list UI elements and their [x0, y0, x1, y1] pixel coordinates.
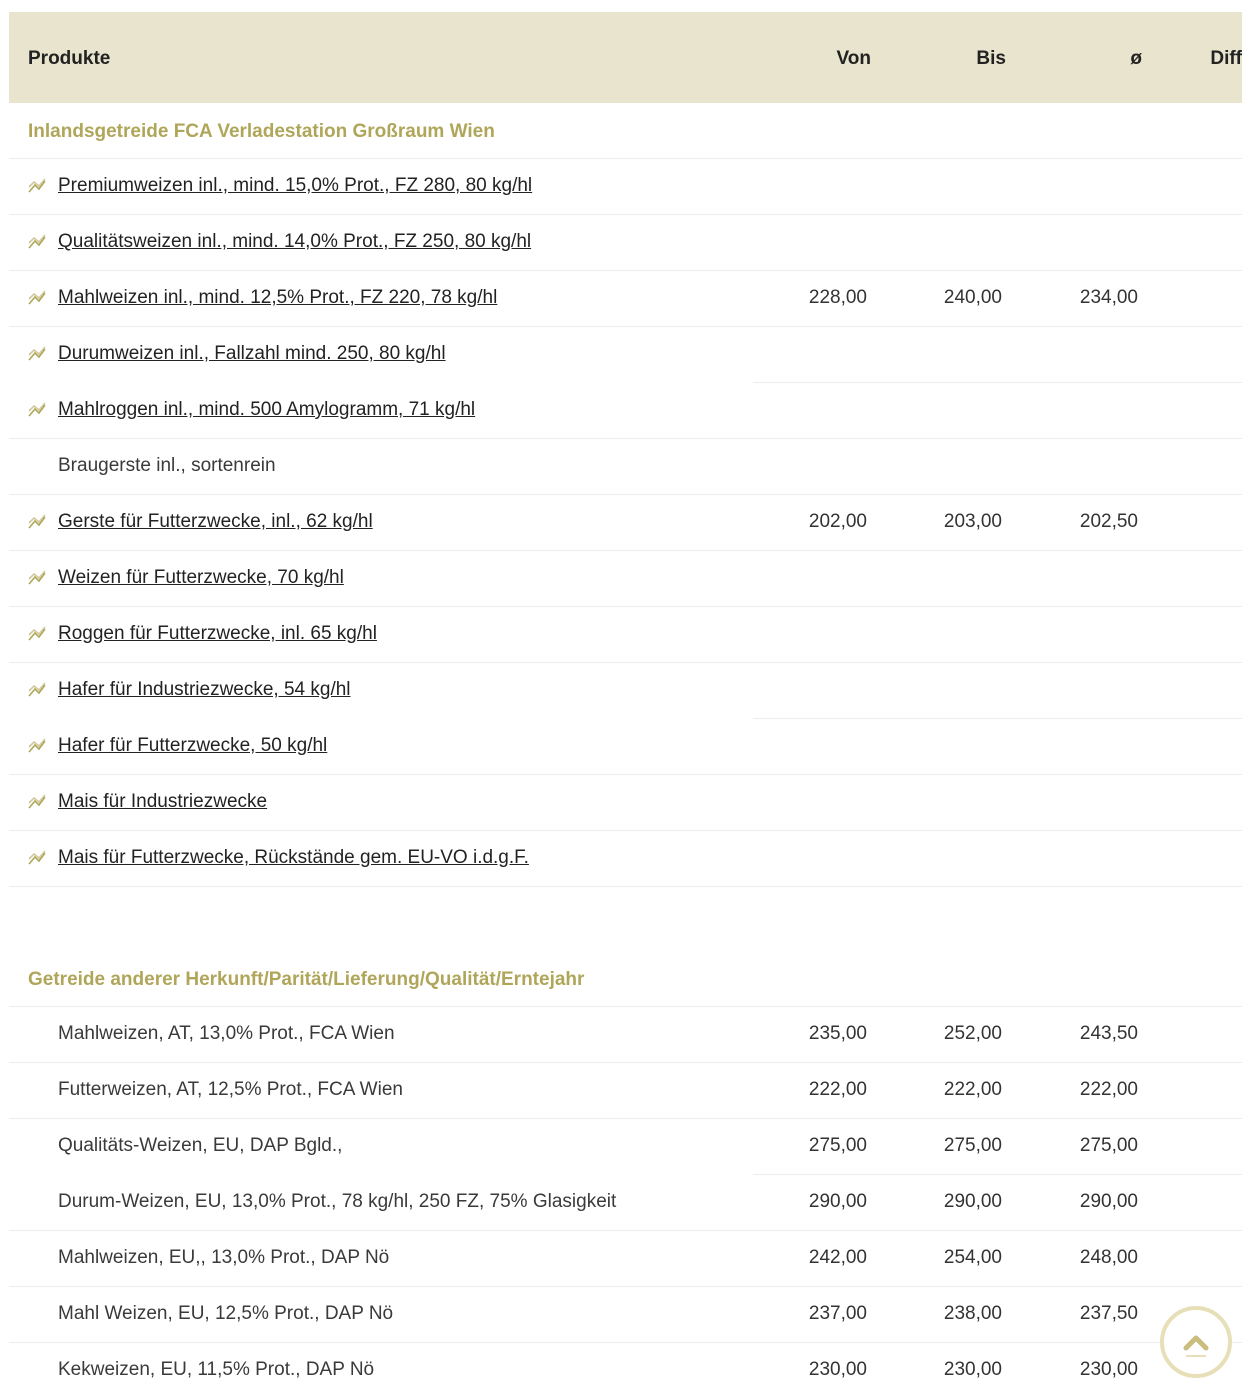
bis-value: 240,00 — [943, 287, 1002, 308]
chart-trend-icon[interactable] — [27, 568, 47, 588]
table-row — [9, 1287, 1242, 1343]
table-row — [9, 1343, 1242, 1399]
product-link[interactable]: Qualitätsweizen inl., mind. 14,0% Prot., FZ 250, 80 kg/hl — [58, 231, 532, 252]
chart-trend-icon[interactable] — [27, 512, 47, 532]
average-value: 248,00 — [1079, 1247, 1138, 1268]
product-link[interactable]: Gerste für Futterzwecke, inl., 62 kg/hl — [58, 511, 373, 532]
product-link[interactable]: Hafer für Industriezwecke, 54 kg/hl — [58, 679, 351, 700]
product-link[interactable]: Roggen für Futterzwecke, inl. 65 kg/hl — [58, 623, 377, 644]
chart-trend-icon[interactable] — [27, 344, 47, 364]
chevron-up-icon — [1164, 1310, 1228, 1374]
table-row — [9, 1007, 1242, 1063]
product-name — [58, 623, 377, 645]
product-name — [58, 679, 351, 701]
table-row — [9, 215, 1242, 271]
product-link[interactable]: Premiumweizen inl., mind. 15,0% Prot., FZ 280, 80 kg/hl — [58, 175, 533, 196]
table-row — [9, 439, 1242, 495]
product-link[interactable]: Mais für Futterzwecke, Rückstände gem. EU-VO i.d.g.F. — [58, 847, 529, 868]
section-title: Getreide anderer Herkunft/Parität/Lieferung/Qualität/Erntejahr — [28, 969, 585, 990]
von-value: 235,00 — [808, 1023, 867, 1044]
section-title: Inlandsgetreide FCA Verladestation Großraum Wien — [28, 121, 495, 142]
chart-trend-icon[interactable] — [27, 288, 47, 308]
table-row — [9, 1175, 1242, 1231]
product-name: Mahl Weizen, EU, 12,5% Prot., DAP Nö — [58, 1303, 394, 1324]
average-value: 275,00 — [1079, 1135, 1138, 1156]
bis-value: 222,00 — [943, 1079, 1002, 1100]
product-name: Braugerste inl., sortenrein — [58, 455, 276, 476]
product-name — [58, 567, 344, 589]
table-row — [9, 775, 1242, 831]
table-row — [9, 831, 1242, 887]
section-header — [9, 951, 1242, 1007]
bis-value: 254,00 — [943, 1247, 1002, 1268]
product-name: Durum-Weizen, EU, 13,0% Prot., 78 kg/hl, 250 FZ, 75% Glasigkeit — [58, 1191, 617, 1212]
table-row — [9, 327, 1242, 383]
von-value: 230,00 — [808, 1359, 867, 1380]
product-name — [58, 231, 531, 253]
average-value: 243,50 — [1079, 1023, 1138, 1044]
bis-value: 203,00 — [943, 511, 1002, 532]
product-name — [58, 399, 475, 421]
von-value: 242,00 — [808, 1247, 867, 1268]
average-value: 222,00 — [1079, 1079, 1138, 1100]
product-name — [58, 791, 267, 813]
table-row — [9, 495, 1242, 551]
average-value: 237,50 — [1079, 1303, 1138, 1324]
column-header-produkte[interactable]: Produkte — [28, 48, 111, 69]
bis-value: 252,00 — [943, 1023, 1002, 1044]
bis-value: 230,00 — [943, 1359, 1002, 1380]
product-link[interactable]: Mahlroggen inl., mind. 500 Amylogramm, 71 kg/hl — [58, 399, 476, 420]
product-name — [58, 847, 529, 869]
table-row — [9, 607, 1242, 663]
chart-trend-icon[interactable] — [27, 624, 47, 644]
chart-trend-icon[interactable] — [27, 736, 47, 756]
column-header-bis[interactable]: Bis — [976, 48, 1006, 69]
column-header-von[interactable]: Von — [836, 48, 871, 69]
bis-value: 275,00 — [943, 1135, 1002, 1156]
table-row — [9, 1119, 1242, 1175]
product-name: Kekweizen, EU, 11,5% Prot., DAP Nö — [58, 1359, 375, 1380]
chart-trend-icon[interactable] — [27, 680, 47, 700]
product-link[interactable]: Mais für Industriezwecke — [58, 791, 268, 812]
product-name — [58, 287, 497, 309]
average-value: 202,50 — [1079, 511, 1138, 532]
chart-trend-icon[interactable] — [27, 400, 47, 420]
table-row — [9, 719, 1242, 775]
product-link[interactable]: Mahlweizen inl., mind. 12,5% Prot., FZ 220, 78 kg/hl — [58, 287, 498, 308]
bis-value: 290,00 — [943, 1191, 1002, 1212]
chart-trend-icon[interactable] — [27, 848, 47, 868]
product-name: Mahlweizen, AT, 13,0% Prot., FCA Wien — [58, 1023, 395, 1044]
von-value: 228,00 — [808, 287, 867, 308]
product-link[interactable]: Durumweizen inl., Fallzahl mind. 250, 80 kg/hl — [58, 343, 446, 364]
product-name: Qualitäts-Weizen, EU, DAP Bgld., — [58, 1135, 343, 1156]
column-header-diff[interactable]: Diff — [1210, 48, 1242, 69]
section-spacer — [9, 887, 1242, 951]
chart-trend-icon[interactable] — [27, 232, 47, 252]
price-table — [9, 103, 1242, 1399]
product-name: Mahlweizen, EU,, 13,0% Prot., DAP Nö — [58, 1247, 390, 1268]
product-name — [58, 511, 373, 533]
von-value: 275,00 — [808, 1135, 867, 1156]
product-name — [58, 175, 532, 197]
table-row — [9, 271, 1242, 327]
von-value: 290,00 — [808, 1191, 867, 1212]
bis-value: 238,00 — [943, 1303, 1002, 1324]
product-link[interactable]: Hafer für Futterzwecke, 50 kg/hl — [58, 735, 328, 756]
product-link[interactable]: Weizen für Futterzwecke, 70 kg/hl — [58, 567, 344, 588]
table-row — [9, 551, 1242, 607]
column-header-average[interactable]: ø — [1130, 48, 1142, 69]
product-name — [58, 343, 446, 365]
chart-trend-icon[interactable] — [27, 792, 47, 812]
von-value: 202,00 — [808, 511, 867, 532]
von-value: 237,00 — [808, 1303, 867, 1324]
table-header — [9, 12, 1242, 103]
average-value: 230,00 — [1079, 1359, 1138, 1380]
average-value: 290,00 — [1079, 1191, 1138, 1212]
von-value: 222,00 — [808, 1079, 867, 1100]
table-row — [9, 663, 1242, 719]
table-row — [9, 1231, 1242, 1287]
table-row — [9, 1063, 1242, 1119]
product-name: Futterweizen, AT, 12,5% Prot., FCA Wien — [58, 1079, 403, 1100]
chart-trend-icon[interactable] — [27, 176, 47, 196]
product-name — [58, 735, 327, 757]
table-row — [9, 159, 1242, 215]
table-row — [9, 383, 1242, 439]
section-header — [9, 103, 1242, 159]
average-value: 234,00 — [1079, 287, 1138, 308]
scroll-to-top-button[interactable] — [1160, 1306, 1232, 1378]
